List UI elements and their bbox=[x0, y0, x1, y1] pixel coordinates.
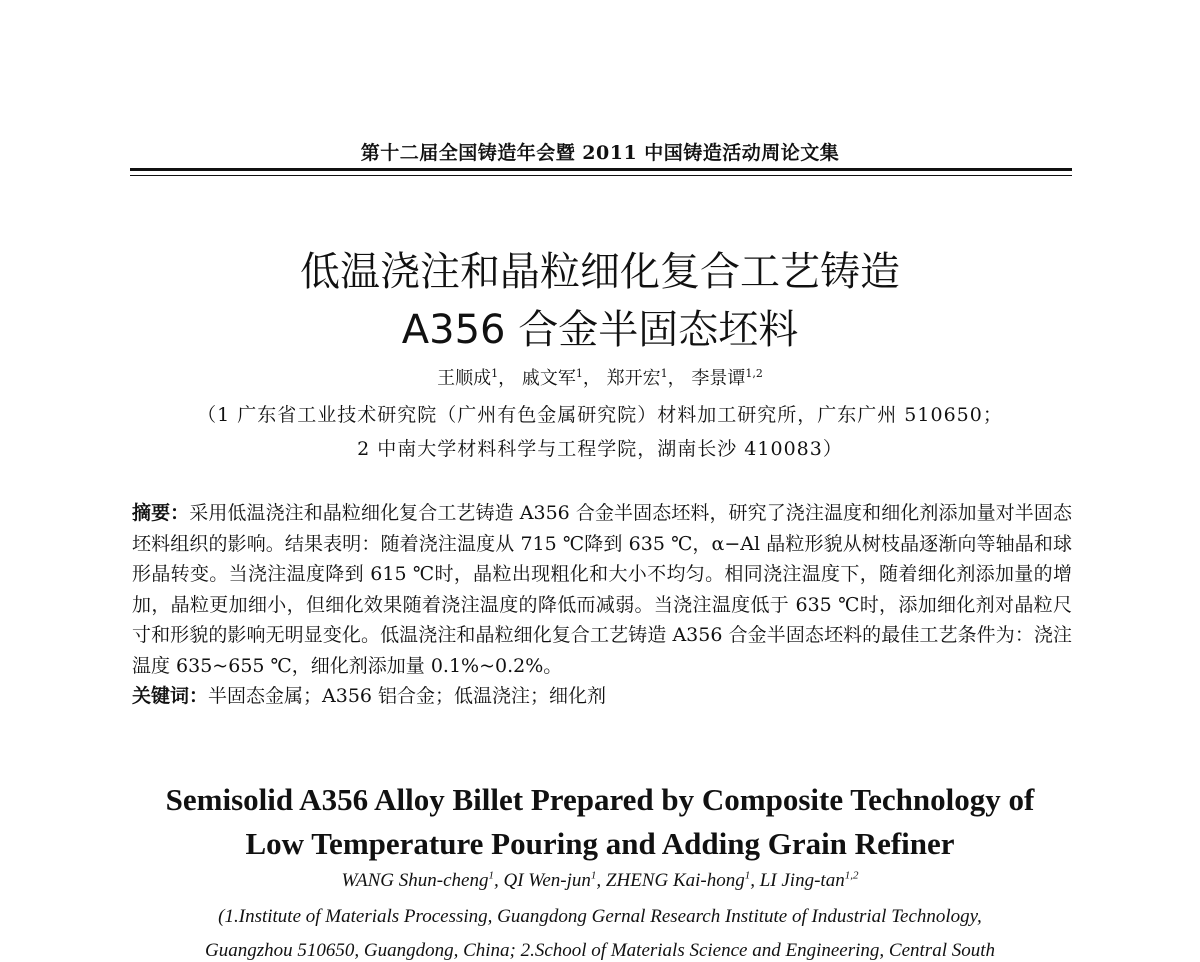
abstract-text: 采用低温浇注和晶粒细化复合工艺铸造 A356 合金半固态坯料，研究了浇注温度和细化剂添加量对半固态坯料组织的影响。结果表明：随着浇注温度从 715 ℃降到 635 ℃，α−Al 晶粒形貌从树枝晶逐渐向等轴晶和球形晶转变。当浇注温度降到 615 ℃时，晶粒出现粗化和大小不均匀。相同浇注温度下，随着细化剂添加量的增加，晶粒更加细小，但细化效果随着浇注温度的降低而减弱。当浇注温度低于 635 ℃时，添加细化剂对晶粒尺寸和形貌的影响无明显变化。低温浇注和晶粒细化复合工艺铸造 A356 合金半固态坯料的最佳工艺条件为：浇注温度 635~655 ℃，细化剂添加量 0.1%~0.2%。 bbox=[132, 502, 1072, 677]
abstract-paragraph bbox=[132, 498, 1072, 681]
affiliation-en-2: Guangzhou 510650, Guangdong, China; 2.School of Materials Science and Engineering, Central South bbox=[204, 940, 995, 961]
author-cn-4: 李景谭$^{1,2}$ bbox=[691, 367, 763, 389]
author-en-4: LI Jing-$\tan^{1,2}$ bbox=[759, 870, 859, 892]
author-cn-1: 王顺成$^1$， bbox=[437, 367, 517, 389]
title-en-line-1: Semisolid A356 Alloy Billet Prepared by Composite Technology of bbox=[165, 782, 1035, 817]
abstract-block bbox=[132, 498, 1072, 712]
author-cn-3: 郑开宏$^1$， bbox=[606, 367, 686, 389]
authors-en bbox=[0, 870, 1200, 892]
author-en-2: QI Wen-jun$^1$, bbox=[503, 870, 606, 892]
title-cn-line-2: A356 合金半固态坯料 bbox=[401, 307, 799, 353]
affiliation-cn-2: 2 中南大学材料科学与工程学院，湖南长沙 410083） bbox=[357, 438, 843, 460]
header-rule-thin bbox=[130, 175, 1072, 176]
author-en-1: WANG Shun-cheng$^1$, bbox=[341, 870, 504, 892]
author-en-3: ZHENG Kai-hong$^1$, bbox=[605, 870, 760, 892]
affiliation-en-1: (1.Institute of Materials Processing, Guangdong Gernal Research Institute of Industrial Technology, bbox=[218, 906, 982, 927]
header-rule-thick bbox=[130, 168, 1072, 171]
running-header: 第十二届全国铸造年会暨 2011 中国铸造活动周论文集 bbox=[360, 142, 840, 164]
author-cn-2: 戚文军$^1$， bbox=[521, 367, 601, 389]
keywords-label: 关键词： bbox=[132, 685, 209, 707]
title-cn-line-1: 低温浇注和晶粒细化复合工艺铸造 bbox=[300, 249, 900, 295]
keywords-paragraph bbox=[132, 681, 1072, 712]
abstract-label: 摘要： bbox=[132, 502, 190, 524]
keywords-text: 半固态金属；A356 铝合金；低温浇注；细化剂 bbox=[208, 685, 607, 707]
authors-cn bbox=[0, 364, 1200, 390]
affiliation-cn-1: （1 广东省工业技术研究院（广州有色金属研究院）材料加工研究所，广东广州 510650； bbox=[197, 404, 1003, 426]
title-en-line-2: Low Temperature Pouring and Adding Grain Refiner bbox=[245, 826, 955, 861]
